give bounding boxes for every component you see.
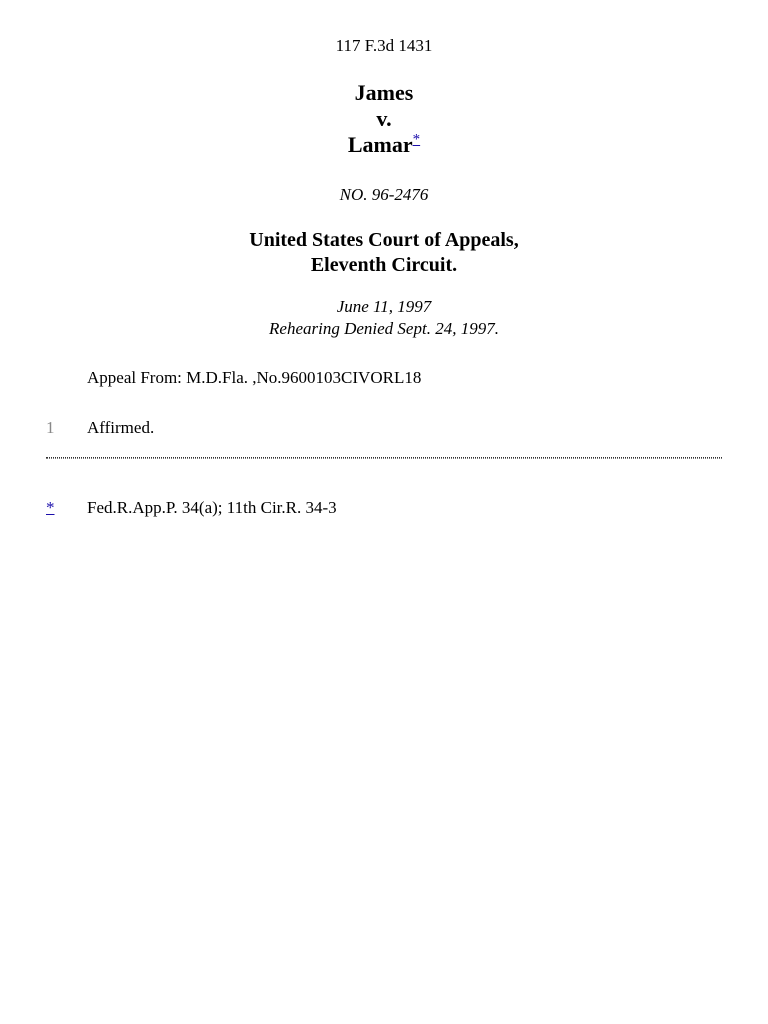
court-line-1: United States Court of Appeals, <box>249 229 519 251</box>
court-line-2: Eleventh Circuit. <box>310 254 458 276</box>
paragraph-text: Affirmed. <box>87 418 155 437</box>
footnote-text: Fed.R.App.P. 34(a); 11th Cir.R. 34-3 <box>87 498 337 517</box>
party-2: Lamar <box>347 132 413 157</box>
case-caption <box>0 80 768 158</box>
footnote-mark-link[interactable]: * <box>46 498 55 517</box>
court-name <box>0 228 768 278</box>
appeal-from: Appeal From: M.D.Fla. ,No.9600103CIVORL18 <box>87 368 422 387</box>
footnote-ref-link[interactable]: * <box>412 131 421 148</box>
decision-dates <box>0 296 768 340</box>
footnote-divider <box>46 457 722 459</box>
paragraph-number: 1 <box>46 418 55 437</box>
versus: v. <box>376 106 392 131</box>
party-2-line <box>0 132 768 158</box>
rehearing-date: Rehearing Denied Sept. 24, 1997. <box>269 319 499 338</box>
docket-number: NO. 96-2476 <box>339 185 429 204</box>
decided-date: June 11, 1997 <box>336 297 432 316</box>
party-1: James <box>354 80 414 105</box>
citation: 117 F.3d 1431 <box>335 36 433 55</box>
